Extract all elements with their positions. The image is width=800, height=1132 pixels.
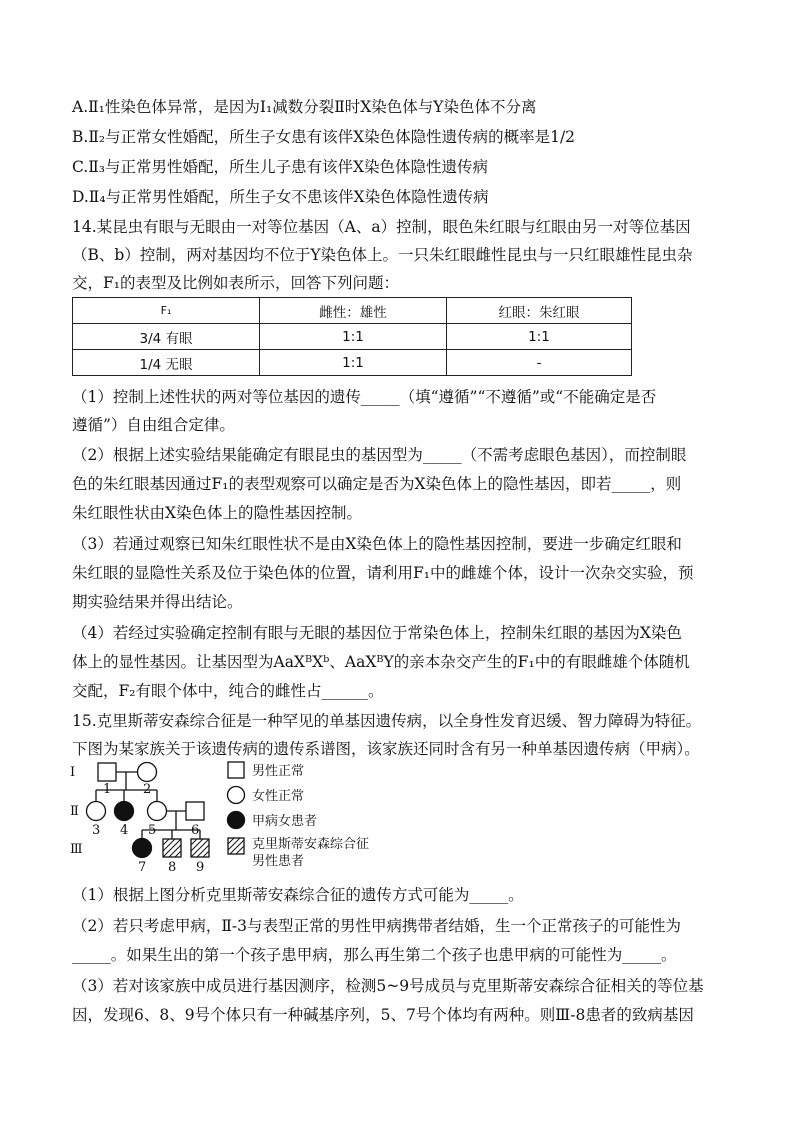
- table-row: [73, 324, 632, 350]
- q14-part1-line2: 遵循”）自由组合定律。: [72, 416, 235, 434]
- individual-number: 6: [191, 823, 200, 838]
- q15-part1: （1）根据上图分析克里斯蒂安森综合征的遗传方式可能为_____。: [72, 886, 524, 904]
- q15-part3-line2: 因，发现6、8、9号个体只有一种碱基序列，5、7号个体均有两种。则Ⅲ-8患者的致病基因: [72, 1006, 694, 1024]
- legend-affected-female-icon: [228, 812, 245, 829]
- male-normal-symbol-1: [98, 763, 116, 781]
- q14-part4-line3: 交配，F₂有眼个体中，纯合的雌性占______。: [72, 682, 384, 700]
- table-cell: 3/4 有眼: [73, 324, 260, 350]
- f1-phenotype-table: [72, 297, 632, 376]
- table-cell: 1:1: [260, 350, 447, 376]
- generation-label-ii: Ⅱ: [70, 804, 79, 819]
- q14-stem-line2: （B、b）控制，两对基因均不位于Y染色体上。一只朱红眼雌性昆虫与一只红眼雄性昆虫杂: [72, 246, 693, 264]
- table-row: [73, 350, 632, 376]
- hatching-8: [163, 839, 181, 857]
- q14-part3-line2: 朱红眼的显隐性关系及位于染色体的位置，请利用F₁中的雌雄个体，设计一次杂交实验，预: [72, 564, 694, 582]
- table-header-cell: F₁: [73, 298, 260, 324]
- table-cell: -: [447, 350, 632, 376]
- female-normal-symbol-5: [148, 802, 167, 821]
- table-cell: 1:1: [447, 324, 632, 350]
- individual-number: 8: [168, 860, 177, 875]
- q15-part3-line1: （3）若对该家族中成员进行基因测序，检测5~9号成员与克里斯蒂安森综合征相关的等位基: [72, 977, 704, 995]
- q15-part2-line1: （2）若只考虑甲病，Ⅱ-3与表型正常的男性甲病携带者结婚，生一个正常孩子的可能性为: [72, 917, 681, 935]
- female-normal-symbol-3: [87, 802, 106, 821]
- q14-part2-line2: 色的朱红眼基因通过F₁的表型观察可以确定是否为X染色体上的隐性基因，即若_____，则: [72, 475, 682, 493]
- female-normal-symbol-2: [138, 763, 157, 782]
- option-c: C.Ⅱ₃与正常男性婚配，所生儿子患有该伴X染色体隐性遗传病: [72, 158, 489, 176]
- generation-label-iii: Ⅲ: [70, 842, 83, 857]
- q14-part4-line1: （4）若经过实验确定控制有眼与无眼的基因位于常染色体上，控制朱红眼的基因为X染色: [72, 624, 682, 642]
- male-normal-symbol-6: [186, 802, 204, 820]
- q14-part3-line1: （3）若通过观察已知朱红眼性状不是由X染色体上的隐性基因控制，要进一步确定红眼和: [72, 535, 682, 553]
- option-d: D.Ⅱ₄与正常男性婚配，所生子女不患该伴X染色体隐性遗传病: [72, 188, 489, 206]
- legend-hatching: [228, 838, 244, 854]
- table-cell: 1:1: [260, 324, 447, 350]
- affected-female-symbol-7: [133, 839, 152, 858]
- q15-stem-line2: 下图为某家族关于该遗传病的遗传系谱图，该家族还同时含有另一种单基因遗传病（甲病）。: [72, 740, 700, 758]
- individual-number: 7: [138, 860, 147, 875]
- individual-number: 3: [92, 823, 101, 838]
- generation-label-i: Ⅰ: [70, 765, 76, 780]
- q14-part2-line1: （2）根据上述实验结果能确定有眼昆虫的基因型为_____（不需考虑眼色基因），而控制眼: [72, 446, 687, 464]
- hatching-9: [191, 839, 209, 857]
- individual-number: 5: [148, 823, 157, 838]
- table-header-cell: 红眼：朱红眼: [447, 298, 632, 324]
- q14-part3-line3: 期实验结果并得出结论。: [72, 593, 243, 611]
- legend-label: 克里斯蒂安森综合征: [252, 837, 370, 852]
- q14-part1-line1: （1）控制上述性状的两对等位基因的遗传_____（填“遵循”“不遵循”或“不能确定是否: [72, 388, 657, 406]
- option-b: B.Ⅱ₂与正常女性婚配，所生子女患有该伴X染色体隐性遗传病的概率是1/2: [72, 128, 576, 146]
- individual-number: 9: [196, 860, 205, 875]
- table-header-cell: 雌性：雄性: [260, 298, 447, 324]
- legend-label: 女性正常: [252, 789, 305, 804]
- table-header-row: [73, 298, 632, 324]
- legend-syndrome-male-icon: [228, 838, 244, 854]
- individual-number: 4: [120, 823, 129, 838]
- legend-label: 甲病女患者: [252, 814, 318, 829]
- q14-part2-line3: 朱红眼性状由X染色体上的隐性基因控制。: [72, 504, 363, 522]
- legend-male-normal-icon: [228, 762, 244, 778]
- q14-stem-line1: 14.某昆虫有眼与无眼由一对等位基因（A、a）控制，眼色朱红眼与红眼由另一对等位基因: [72, 218, 691, 236]
- individual-number: 1: [103, 782, 112, 797]
- legend-label: 男性患者: [252, 854, 305, 869]
- legend-female-normal-icon: [228, 787, 245, 804]
- q15-part2-line2: _____。如果生出的第一个孩子患甲病，那么再生第二个孩子也患甲病的可能性为_____。: [72, 946, 677, 964]
- table-cell: 1/4 无眼: [73, 350, 260, 376]
- q14-stem-line3: 交，F₁的表型及比例如表所示，回答下列问题：: [72, 274, 399, 292]
- pedigree-chart: [68, 758, 428, 883]
- q15-stem-line1: 15.克里斯蒂安森综合征是一种罕见的单基因遗传病，以全身性发育迟缓、智力障碍为特征。: [72, 712, 702, 730]
- affected-female-symbol-4: [115, 802, 134, 821]
- q14-part4-line2: 体上的显性基因。让基因型为AaXᴮXᵇ、AaXᴮY的亲本杂交产生的F₁中的有眼雌雄个体随机: [72, 653, 690, 671]
- legend-label: 男性正常: [252, 764, 305, 779]
- individual-number: 2: [143, 782, 152, 797]
- option-a: A.Ⅱ₁性染色体异常，是因为Ⅰ₁减数分裂Ⅱ时X染色体与Y染色体不分离: [72, 98, 537, 116]
